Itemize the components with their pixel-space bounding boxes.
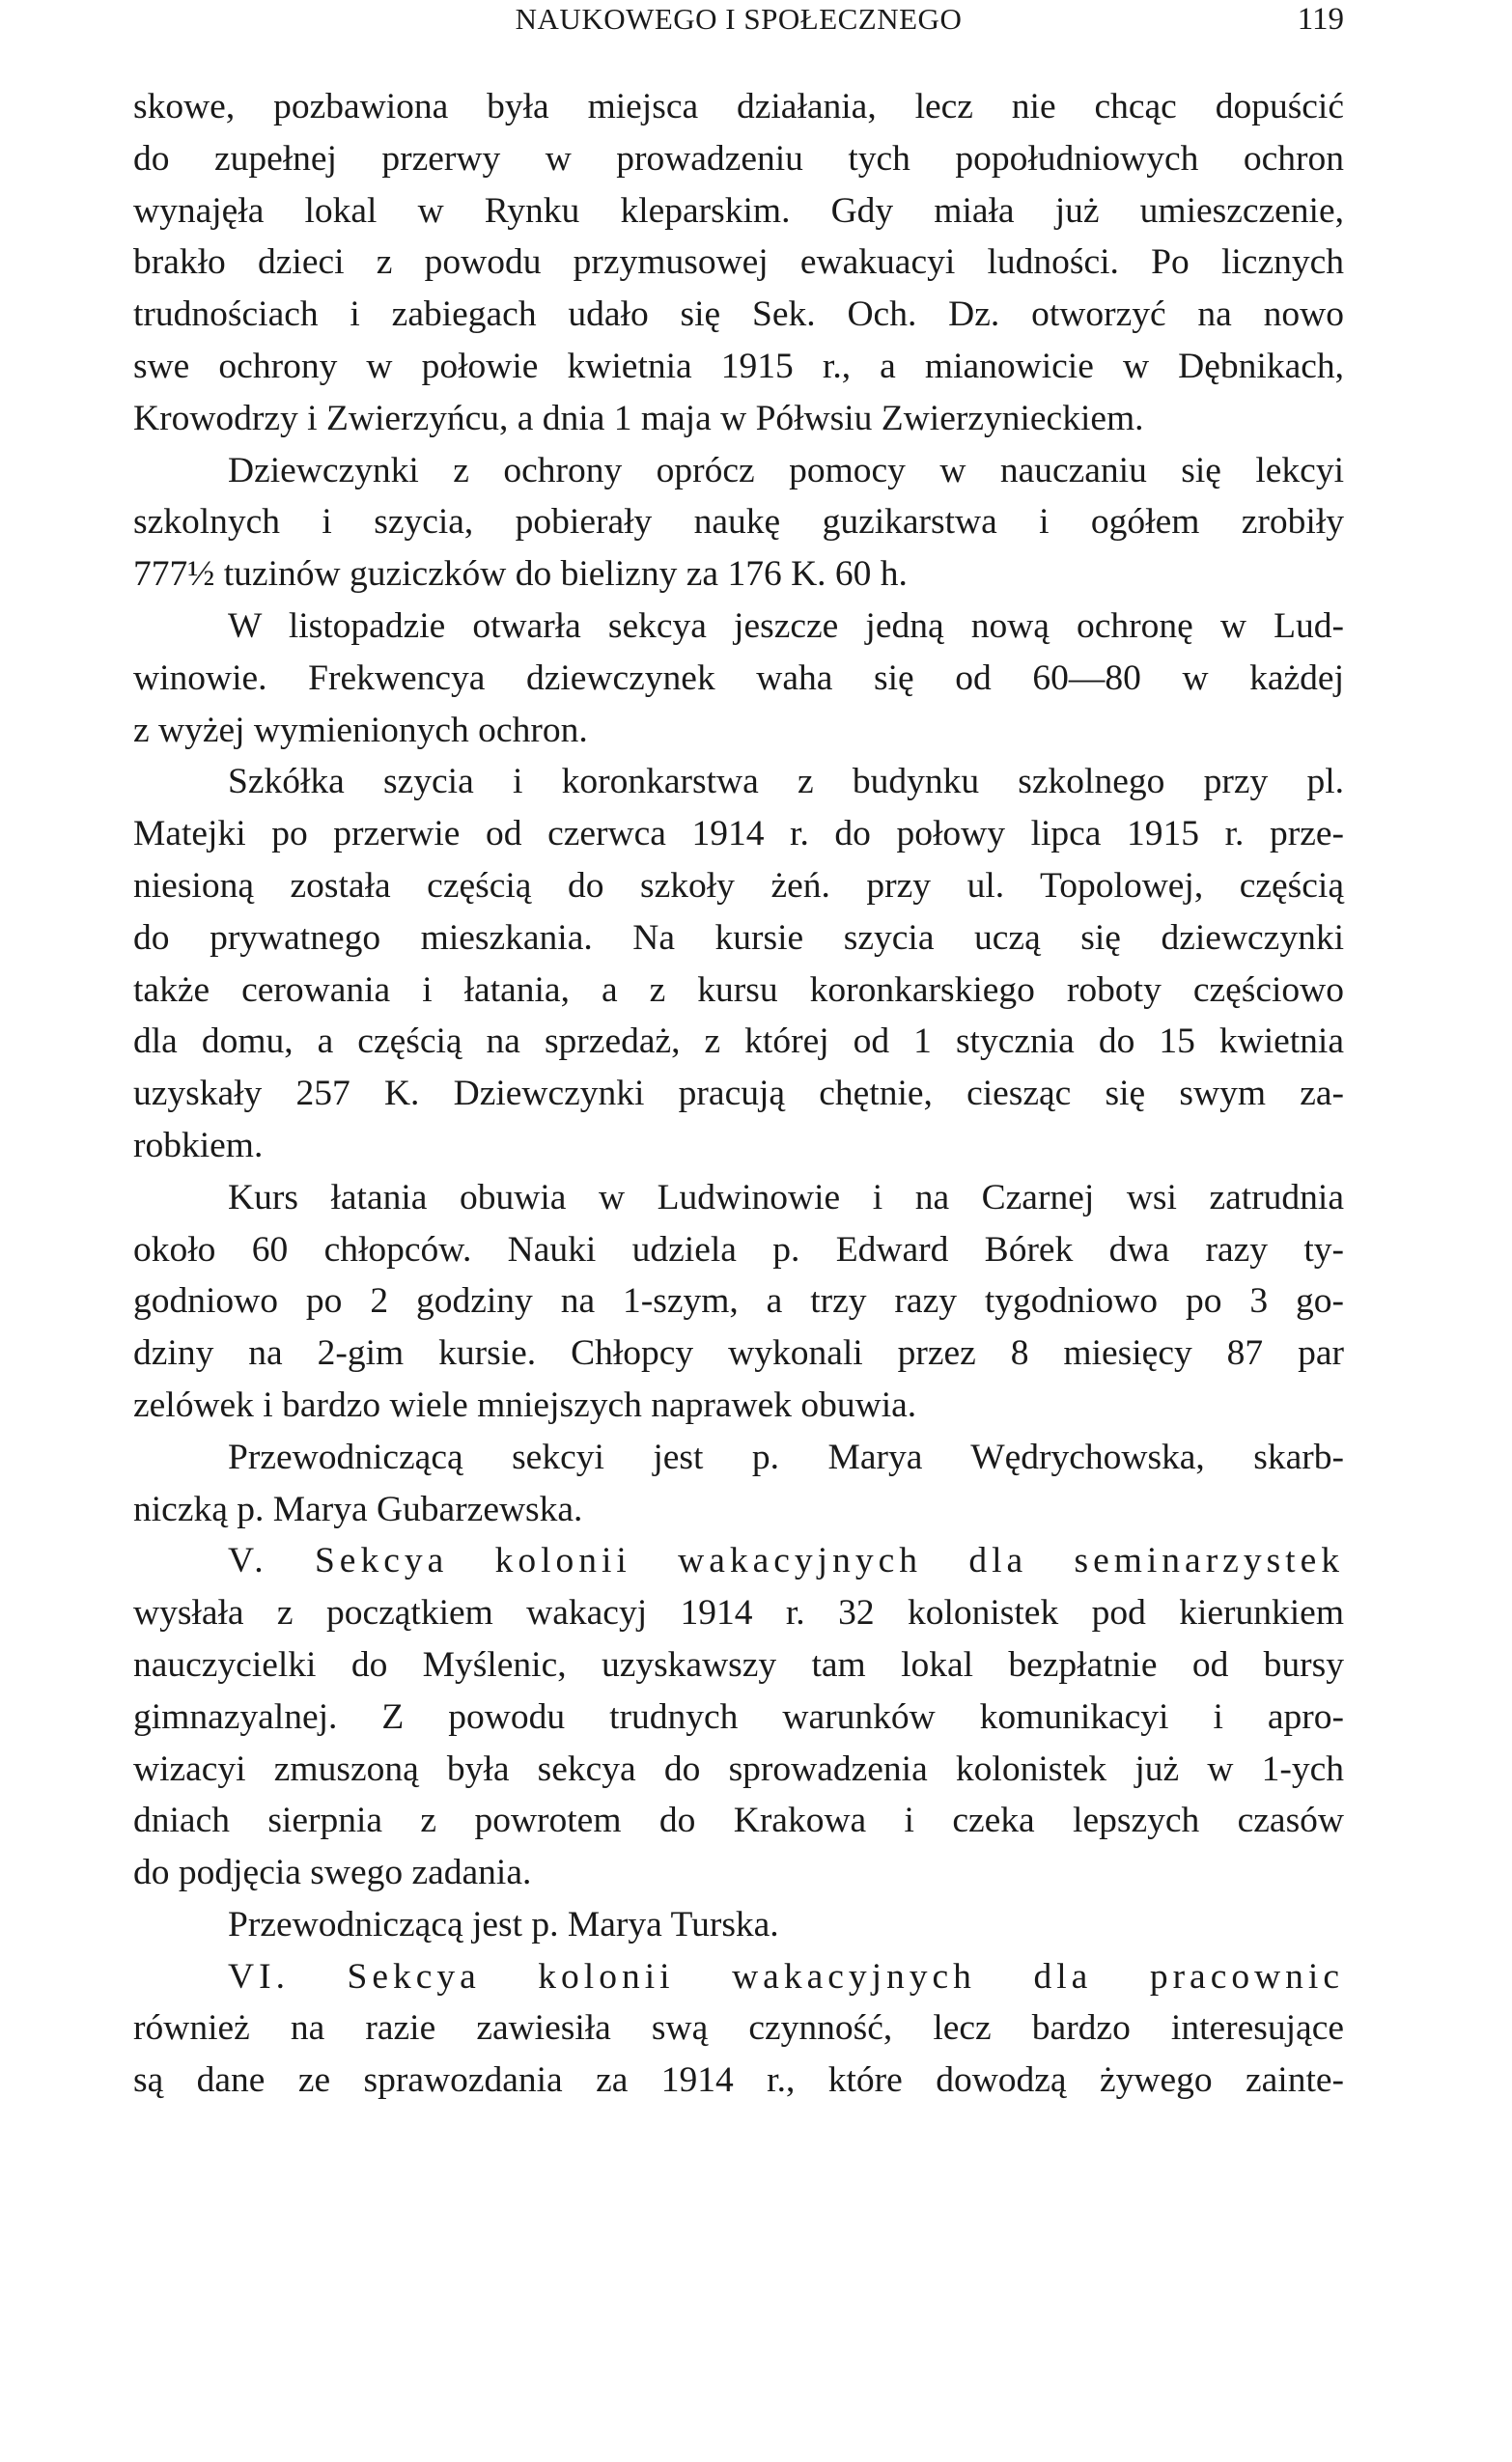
text-line: nauczycielki do Myślenic, uzyskawszy tam lokal bezpłatnie od bursy <box>133 1644 1344 1685</box>
text-line: około 60 chłopców. Nauki udziela p. Edward Bórek dwa razy ty- <box>133 1229 1344 1270</box>
text-line: wysłała z początkiem wakacyj 1914 r. 32 kolonistek pod kierunkiem <box>133 1593 1344 1634</box>
text-line: do prywatnego mieszkania. Na kursie szycia uczą się dziewczynki <box>133 917 1344 958</box>
text-line: do zupełnej przerwy w prowadzeniu tych popołudniowych ochron <box>133 138 1344 179</box>
text-line: V. Sekcya kolonii wakacyjnych dla seminarzystek <box>228 1541 1344 1581</box>
text-line: niesioną została częścią do szkoły żeń. przy ul. Topolowej, częścią <box>133 865 1344 906</box>
text-line: dziny na 2-gim kursie. Chłopcy wykonali przez 8 miesięcy 87 par <box>133 1333 1344 1374</box>
text-line: wynajęła lokal w Rynku kleparskim. Gdy miała już umieszczenie, <box>133 190 1344 231</box>
text-line: godniowo po 2 godziny na 1-szym, a trzy razy tygodniowo po 3 go- <box>133 1281 1344 1322</box>
text-line: Przewodniczącą jest p. Marya Turska. <box>228 1904 779 1944</box>
text-line: zelówek i bardzo wiele mniejszych naprawek obuwia. <box>133 1385 917 1425</box>
text-line: są dane ze sprawozdania za 1914 r., które dowodzą żywego zainte- <box>133 2060 1344 2101</box>
running-title: NAUKOWEGO I SPOŁECZNEGO <box>515 2 963 36</box>
text-line: robkiem. <box>133 1125 264 1165</box>
text-line: 777½ tuzinów guziczków do bielizny za 176 K. 60 h. <box>133 554 908 595</box>
text-line: VI. Sekcya kolonii wakacyjnych dla pracownic <box>228 1956 1344 1997</box>
text-line: swe ochrony w połowie kwietnia 1915 r., a mianowicie w Dębnikach, <box>133 346 1344 386</box>
body-text <box>133 81 1344 2107</box>
text-line: szkolnych i szycia, pobierały naukę guzikarstwa i ogółem zrobiły <box>133 502 1344 543</box>
text-line: do podjęcia swego zadania. <box>133 1853 532 1893</box>
text-line: uzyskały 257 K. Dziewczynki pracują chętnie, ciesząc się swym za- <box>133 1074 1344 1114</box>
text-line: trudnościach i zabiegach udało się Sek. Och. Dz. otworzyć na nowo <box>133 294 1344 335</box>
page-number: 119 <box>1297 2 1344 37</box>
text-line: z wyżej wymienionych ochron. <box>133 710 588 750</box>
text-line: wizacyi zmuszoną była sekcya do sprowadzenia kolonistek już w 1-ych <box>133 1749 1344 1789</box>
text-line: W listopadzie otwarła sekcya jeszcze jedną nową ochronę w Lud- <box>228 605 1344 646</box>
text-line: Szkółka szycia i koronkarstwa z budynku szkolnego przy pl. <box>228 762 1344 802</box>
text-line: niczką p. Marya Gubarzewska. <box>133 1489 583 1529</box>
text-line: winowie. Frekwencya dziewczynek waha się od 60—80 w każdej <box>133 657 1344 698</box>
text-line: Krowodrzy i Zwierzyńcu, a dnia 1 maja w Półwsiu Zwierzynieckiem. <box>133 398 1144 438</box>
text-line: także cerowania i łatania, a z kursu koronkarskiego roboty częściowo <box>133 969 1344 1010</box>
text-line: Dziewczynki z ochrony oprócz pomocy w nauczaniu się lekcyi <box>228 450 1344 490</box>
text-line: dla domu, a częścią na sprzedaż, z której od 1 stycznia do 15 kwietnia <box>133 1021 1344 1062</box>
text-line: Kurs łatania obuwia w Ludwinowie i na Czarnej wsi zatrudnia <box>228 1177 1344 1217</box>
text-line: Matejki po przerwie od czerwca 1914 r. do połowy lipca 1915 r. prze- <box>133 814 1344 854</box>
text-line: Przewodniczącą sekcyi jest p. Marya Wędrychowska, skarb- <box>228 1437 1344 1477</box>
text-line: skowe, pozbawiona była miejsca działania, lecz nie chcąc dopuścić <box>133 87 1344 126</box>
text-line: również na razie zawiesiła swą czynność, lecz bardzo interesujące <box>133 2008 1344 2049</box>
running-head <box>133 2 1344 44</box>
text-line: brakło dzieci z powodu przymusowej ewakuacyi ludności. Po licznych <box>133 242 1344 283</box>
text-line: dniach sierpnia z powrotem do Krakowa i czeka lepszych czasów <box>133 1801 1344 1841</box>
text-line: gimnazyalnej. Z powodu trudnych warunków komunikacyi i apro- <box>133 1696 1344 1737</box>
